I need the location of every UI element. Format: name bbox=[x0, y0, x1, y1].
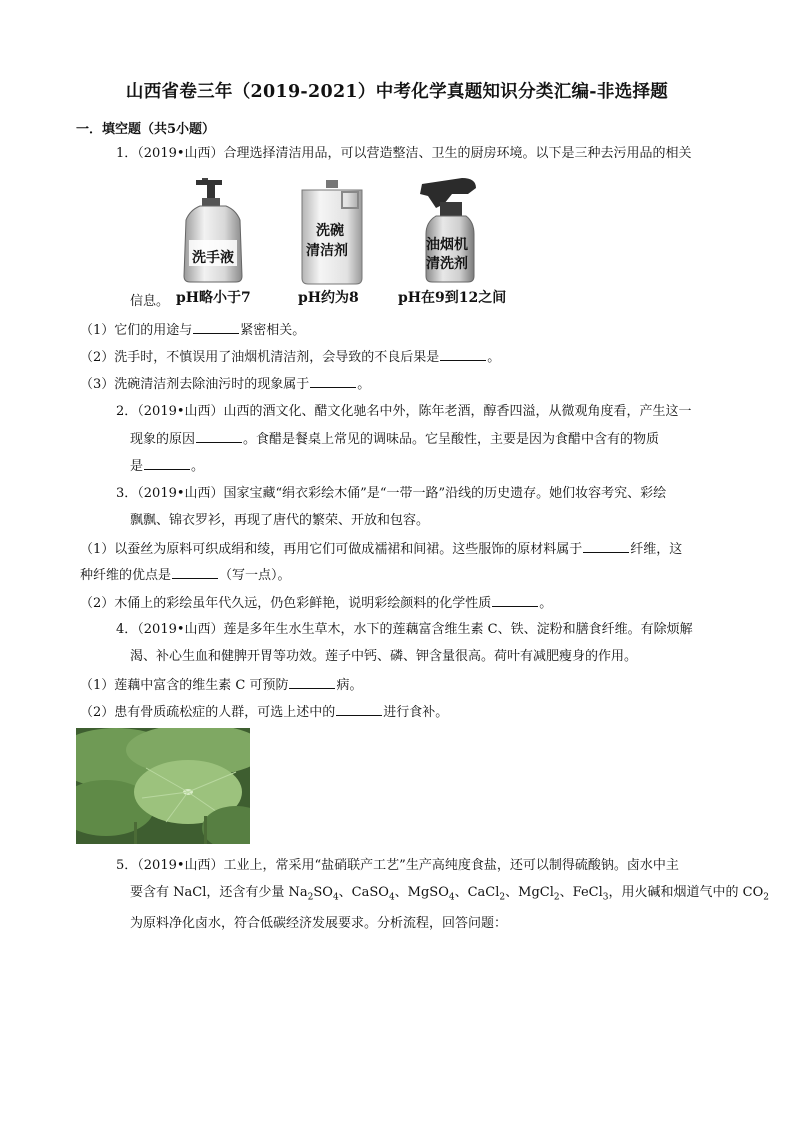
subscript: 4 bbox=[388, 892, 395, 903]
subscript: 2 bbox=[553, 892, 560, 903]
answer-blank[interactable] bbox=[440, 348, 486, 361]
q1-sub3 bbox=[80, 375, 370, 394]
q3-sub2-text: （2）木俑上的彩绘虽年代久远，仍色彩鲜艳，说明彩绘颜料的化学性质 bbox=[80, 596, 492, 611]
q1-sub2 bbox=[80, 348, 500, 367]
q3-sub2 bbox=[80, 594, 552, 613]
q1-sub1 bbox=[80, 321, 305, 340]
q1-sub2-tail: 。 bbox=[487, 350, 501, 365]
answer-blank[interactable] bbox=[583, 540, 629, 553]
answer-blank[interactable] bbox=[193, 321, 239, 334]
product-1-label: 洗手液 bbox=[192, 250, 234, 266]
q5-text: ，用火碱和烟道气中的 CO bbox=[608, 885, 764, 900]
answer-blank[interactable] bbox=[336, 703, 382, 716]
answer-blank[interactable] bbox=[172, 566, 218, 579]
lotus-leaf-photo bbox=[76, 728, 250, 844]
q4-sub1-tail: 病。 bbox=[336, 678, 363, 693]
q4-sub1-text: （1）莲藕中富含的维生素 C 可预防 bbox=[80, 678, 289, 693]
q5-text: 、CaSO bbox=[338, 885, 389, 900]
q3-sub1-cont-tail: （写一点）。 bbox=[219, 568, 291, 583]
q5-text: 、MgSO bbox=[394, 885, 449, 900]
q5-text: 要含有 NaCl，还含有少量 Na bbox=[130, 885, 308, 900]
product-3-ph: pH在9到12之间 bbox=[398, 290, 507, 306]
q5-line3: 为原料净化卤水，符合低碳经济发展要求。分析流程，回答问题： bbox=[130, 916, 508, 931]
subscript: 3 bbox=[602, 892, 609, 903]
q3-line2: 飘飘、锦衣罗衫，再现了唐代的繁荣、开放和包容。 bbox=[130, 513, 430, 528]
product-2-ph: pH约为8 bbox=[298, 290, 359, 306]
section-heading: 一．填空题（共5小题） bbox=[76, 122, 216, 137]
q5-text: 、FeCl bbox=[559, 885, 603, 900]
subscript: 4 bbox=[448, 892, 455, 903]
q5-text: 、MgCl bbox=[505, 885, 554, 900]
q3-sub1-tail: 纤维，这 bbox=[630, 542, 683, 557]
q4-sub2 bbox=[80, 703, 448, 722]
q2-line2-text: 现象的原因 bbox=[130, 432, 196, 447]
answer-blank[interactable] bbox=[196, 430, 242, 443]
q4-line2: 渴、补心生血和健脾开胃等功效。莲子中钙、磷、钾含量很高。荷叶有减肥瘦身的作用。 bbox=[130, 649, 638, 664]
q1-tail: 信息。 bbox=[130, 294, 170, 309]
q1-sub2-text: （2）洗手时，不慎误用了油烟机清洁剂，会导致的不良后果是 bbox=[80, 350, 440, 365]
product-1-ph: pH略小于7 bbox=[176, 290, 251, 306]
product-2-label-line1: 洗碗 bbox=[316, 223, 344, 239]
q5-line2 bbox=[130, 884, 769, 907]
q5-line1: 5．（2019•山西）工业上，常采用“盐硝联产工艺”生产高纯度食盐，还可以制得硫酸钠。卤水中主 bbox=[116, 858, 679, 873]
q2-line1: 2．（2019•山西）山西的酒文化、醋文化驰名中外，陈年老酒，醇香四溢，从微观角度看，产生这一 bbox=[116, 404, 692, 419]
q5-text: 、CaCl bbox=[454, 885, 500, 900]
q3-sub1-cont bbox=[80, 566, 291, 585]
q2-line2 bbox=[130, 430, 659, 449]
q5-text: SO bbox=[313, 885, 333, 900]
q4-sub2-text: （2）患有骨质疏松症的人群，可选上述中的 bbox=[80, 705, 336, 720]
product-2-label-line2: 清洁剂 bbox=[306, 243, 348, 259]
answer-blank[interactable] bbox=[289, 676, 335, 689]
q4-sub2-tail: 进行食补。 bbox=[383, 705, 449, 720]
q3-sub1 bbox=[80, 540, 682, 559]
q3-sub1-cont-text: 种纤维的优点是 bbox=[80, 568, 172, 583]
q1-sub1-tail: 紧密相关。 bbox=[240, 323, 306, 338]
page-title: 山西省卷三年（2019-2021）中考化学真题知识分类汇编-非选择题 bbox=[125, 82, 669, 102]
q2-line2-tail: 。食醋是餐桌上常见的调味品。它呈酸性，主要是因为食醋中含有的物质 bbox=[243, 432, 660, 447]
subscript: 2 bbox=[499, 892, 506, 903]
q1-sub1-text: （1）它们的用途与 bbox=[80, 323, 193, 338]
product-3-label-line2: 清洗剂 bbox=[426, 256, 468, 272]
answer-blank[interactable] bbox=[492, 594, 538, 607]
answer-blank[interactable] bbox=[310, 375, 356, 388]
soap-bottle-icon bbox=[176, 176, 250, 286]
q4-line1: 4．（2019•山西）莲是多年生水生草木，水下的莲藕富含维生素 C、铁、淀粉和膳食纤维。有除烦解 bbox=[116, 622, 693, 637]
q3-line1: 3．（2019•山西）国家宝藏“绢衣彩绘木俑”是“一带一路”沿线的历史遗存。她们妆容考究、彩绘 bbox=[116, 486, 667, 501]
q3-sub1-text: （1）以蚕丝为原料可织成绢和绫，再用它们可做成襦裙和间裙。这些服饰的原材料属于 bbox=[80, 542, 583, 557]
q4-sub1 bbox=[80, 676, 363, 695]
q3-sub2-tail: 。 bbox=[539, 596, 553, 611]
q1-sub3-tail: 。 bbox=[357, 377, 371, 392]
q1-stem: 1．（2019•山西）合理选择清洁用品，可以营造整洁、卫生的厨房环境。以下是三种去污用品的相关 bbox=[116, 146, 692, 161]
product-3-label-line1: 油烟机 bbox=[426, 237, 468, 253]
q2-line3-tail: 。 bbox=[191, 459, 205, 474]
q2-line3-text: 是 bbox=[130, 459, 144, 474]
subscript: 2 bbox=[307, 892, 314, 903]
subscript: 4 bbox=[332, 892, 339, 903]
q1-sub3-text: （3）洗碗清洁剂去除油污时的现象属于 bbox=[80, 377, 310, 392]
answer-blank[interactable] bbox=[144, 457, 190, 470]
subscript: 2 bbox=[763, 892, 769, 903]
q2-line3 bbox=[130, 457, 204, 476]
